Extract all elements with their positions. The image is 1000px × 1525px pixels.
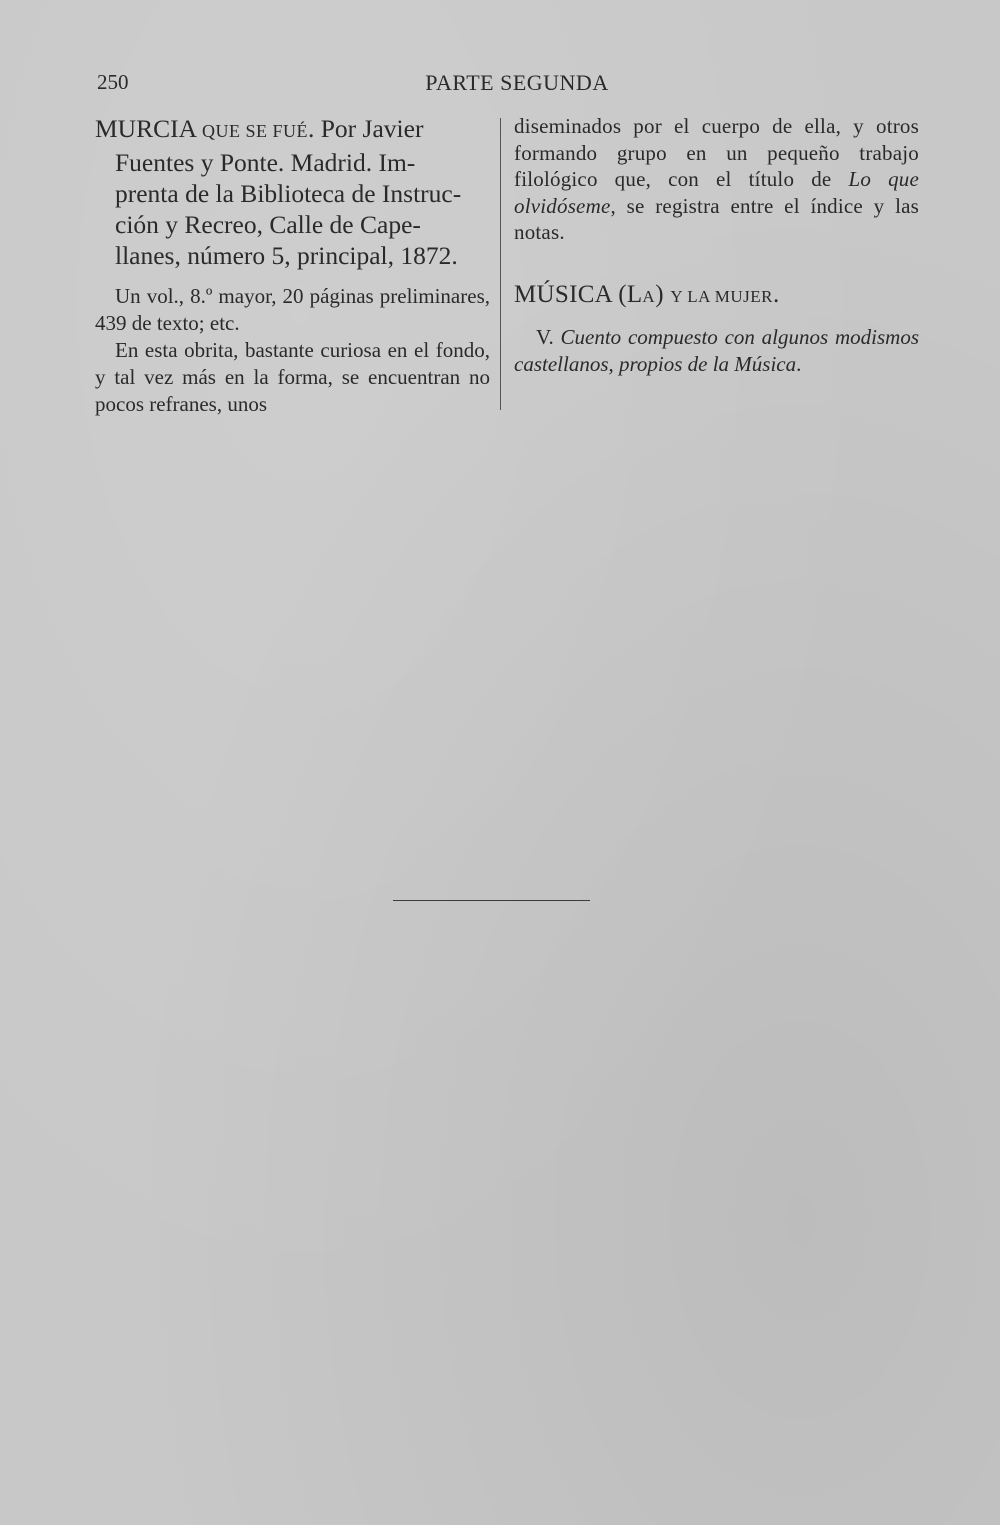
continuation-text-end: , se registra entre el índice y las notas. bbox=[514, 193, 919, 244]
heading-main: MÚSICA (L bbox=[514, 280, 643, 308]
entry-heading-murcia bbox=[95, 113, 490, 271]
entry-commentary: En esta obrita, bastante curiosa en el fondo, y tal vez más en la forma, se encuentran no pocos refranes, unos bbox=[95, 338, 490, 416]
continuation-italic-title: Lo que olvidóseme bbox=[514, 167, 920, 218]
commentary-continuation bbox=[514, 113, 919, 246]
v-italic-subtitle: propios de la Música bbox=[619, 351, 797, 376]
page-header bbox=[97, 70, 917, 100]
heading-smallcaps-b: Y LA MUJER bbox=[670, 286, 774, 306]
left-column bbox=[95, 113, 490, 418]
entry-body-v bbox=[514, 324, 919, 378]
entry-heading-musica bbox=[514, 280, 919, 312]
v-label: V. bbox=[536, 324, 554, 349]
continuation-text: diseminados por el cuerpo de ella, y otros formando grupo en un pequeño trabajo filológico que, con el título de bbox=[514, 114, 919, 191]
running-head: PARTE SEGUNDA bbox=[425, 70, 609, 95]
v-italic-title: Cuento compuesto con algunos modismos castellanos bbox=[514, 324, 919, 376]
entry-description: Un vol., 8.º mayor, 20 páginas preliminares, 439 de texto; etc. bbox=[95, 284, 490, 335]
entry-line: prenta de la Biblioteca de Instruc- bbox=[115, 179, 462, 208]
entry-title-main: MURCIA bbox=[95, 114, 196, 143]
right-column bbox=[514, 113, 919, 378]
heading-smallcaps-a: A bbox=[642, 286, 656, 306]
page-number: 250 bbox=[97, 70, 129, 94]
heading-paren: ) bbox=[655, 280, 664, 308]
v-end: . bbox=[796, 351, 802, 376]
entry-title-smallcaps: QUE SE FUÉ bbox=[201, 121, 308, 141]
column-divider bbox=[500, 118, 501, 410]
entry-line: llanes, número 5, principal, 1872. bbox=[115, 241, 458, 270]
entry-line: ción y Recreo, Calle de Cape- bbox=[115, 210, 421, 239]
entry-line: Fuentes y Ponte. Madrid. Im- bbox=[115, 148, 416, 177]
v-separator: , bbox=[608, 351, 614, 376]
heading-end: . bbox=[773, 280, 780, 308]
closing-rule bbox=[393, 900, 590, 901]
entry-title-rest: . Por Javier bbox=[308, 114, 424, 143]
